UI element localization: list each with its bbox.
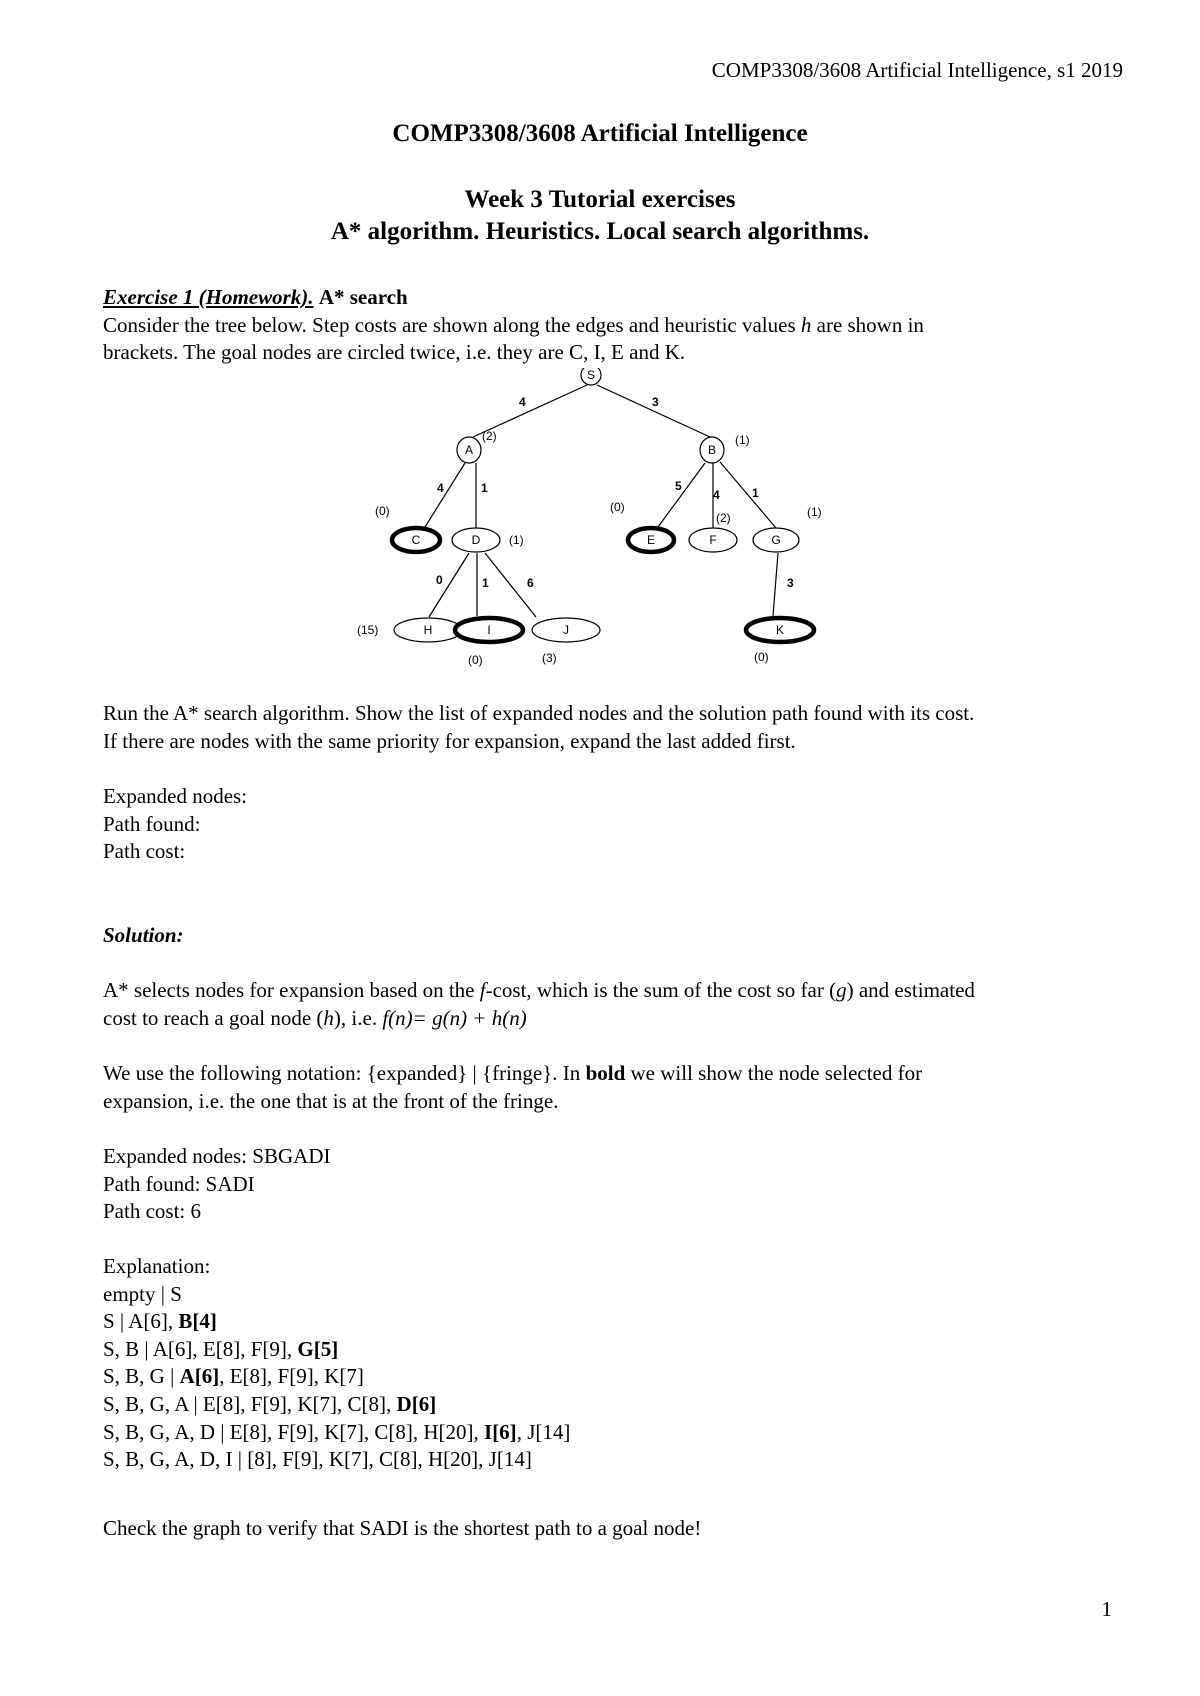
exercise-label: Exercise 1 (Homework). — [103, 285, 314, 309]
node-label-G: G — [771, 533, 781, 547]
solution-path: Path found: SADI — [103, 1171, 255, 1196]
intro-line-2: brackets. The goal nodes are circled twice, i.e. they are C, I, E and K. — [103, 340, 686, 365]
step-line: S, B, G, A, D, I | [8], F[9], K[7], C[8], H[20], J[14] — [103, 1447, 532, 1472]
heuristic-K: (0) — [754, 650, 769, 664]
intro-line-1: Consider the tree below. Step costs are shown along the edges and heuristic values h are shown in — [103, 312, 924, 337]
cost-S-B: 3 — [652, 395, 659, 409]
task-line-1: Run the A* search algorithm. Show the list of expanded nodes and the solution path found with its cost. — [103, 701, 975, 725]
solution-paragraph-1: A* selects nodes for expansion based on the f-cost, which is the sum of the cost so far (g) and estimated cost to reach a goal node (h), i.e. f(n)= g(n) + h(n) — [103, 978, 975, 1030]
exercise-title: A* search — [318, 285, 408, 309]
task-line-2: If there are nodes with the same priority for expansion, expand the last added first. — [103, 728, 796, 753]
cost-B-E: 5 — [675, 479, 682, 493]
explanation-heading: Explanation: — [103, 1254, 211, 1278]
step-line: S, B, G | A[6], E[8], F[9], K[7] — [103, 1364, 364, 1389]
node-label-B: B — [707, 443, 717, 457]
cost-D-I: 1 — [482, 576, 489, 590]
edge-G-K — [773, 553, 778, 616]
step-line: S | A[6], B[4] — [103, 1309, 217, 1334]
solution-heading: Solution: — [103, 923, 184, 947]
cost-S-A: 4 — [519, 395, 526, 409]
node-label-I: I — [487, 623, 491, 637]
search-tree-diagram — [355, 368, 845, 673]
cost-A-C: 4 — [437, 481, 444, 495]
node-label-F: F — [709, 533, 717, 547]
closing-note: Check the graph to verify that SADI is the shortest path to a goal node! — [103, 1516, 702, 1540]
cost-D-J: 6 — [527, 576, 534, 590]
heuristic-B: (1) — [735, 433, 750, 447]
blank-expanded-nodes: Expanded nodes: — [103, 784, 248, 808]
cost-G-K: 3 — [787, 576, 794, 590]
heuristic-C: (0) — [375, 504, 390, 518]
edge-S-B — [597, 385, 710, 437]
heuristic-F: (2) — [716, 511, 731, 525]
exercise-1-heading — [103, 284, 1123, 312]
node-label-C: C — [411, 533, 421, 547]
heuristic-A: (2) — [482, 429, 497, 443]
cost-B-G: 1 — [752, 486, 759, 500]
topic-title: A* algorithm. Heuristics. Local search algorithms. — [330, 218, 870, 245]
node-label-A: A — [464, 443, 474, 457]
node-label-E: E — [646, 533, 656, 547]
running-header: COMP3308/3608 Artificial Intelligence, s1 2019 — [711, 58, 1123, 82]
solution-cost: Path cost: 6 — [103, 1199, 201, 1224]
step-line: S, B | A[6], E[8], F[9], G[5] — [103, 1336, 339, 1361]
node-label-H: H — [423, 623, 433, 637]
heuristic-G: (1) — [807, 505, 822, 519]
node-label-J: J — [563, 623, 569, 637]
answer-blanks — [103, 783, 1123, 866]
solution-paragraph-2: We use the following notation: {expanded} | {fringe}. In bold we will show the node selected for expansion, i.e. the one that is at the front of the fringe. — [103, 1061, 923, 1113]
node-label-D: D — [471, 533, 481, 547]
step-line: S, B, G, A | E[8], F[9], K[7], C[8], D[6] — [103, 1391, 437, 1416]
cost-A-D: 1 — [481, 481, 488, 495]
week-title: Week 3 Tutorial exercises — [464, 186, 736, 213]
cost-B-F: 4 — [713, 488, 720, 502]
heuristic-E: (0) — [610, 500, 625, 514]
heuristic-J: (3) — [542, 651, 557, 665]
edge-D-H — [429, 553, 469, 617]
heuristic-D: (1) — [509, 533, 524, 547]
edge-A-C — [425, 463, 465, 527]
step-line: S, B, G, A, D | E[8], F[9], K[7], C[8], H[20], I[6], J[14] — [103, 1419, 571, 1444]
task-text — [103, 700, 1123, 755]
edge-B-E — [658, 463, 705, 527]
blank-path-found: Path found: — [103, 811, 201, 836]
exercise-1-section — [103, 284, 1123, 367]
node-label-S: S — [586, 368, 596, 382]
blank-path-cost: Path cost: — [103, 839, 186, 864]
heuristic-I: (0) — [468, 653, 483, 667]
cost-D-H: 0 — [436, 573, 443, 587]
course-title: COMP3308/3608 Artificial Intelligence — [392, 120, 808, 147]
solution-expanded: Expanded nodes: SBGADI — [103, 1144, 331, 1168]
step-line: empty | S — [103, 1281, 182, 1306]
node-label-K: K — [775, 623, 785, 637]
explanation — [103, 1253, 1123, 1474]
heuristic-H: (15) — [357, 623, 379, 637]
page-number: 1 — [1101, 1597, 1112, 1621]
solution-results — [103, 1143, 1123, 1226]
